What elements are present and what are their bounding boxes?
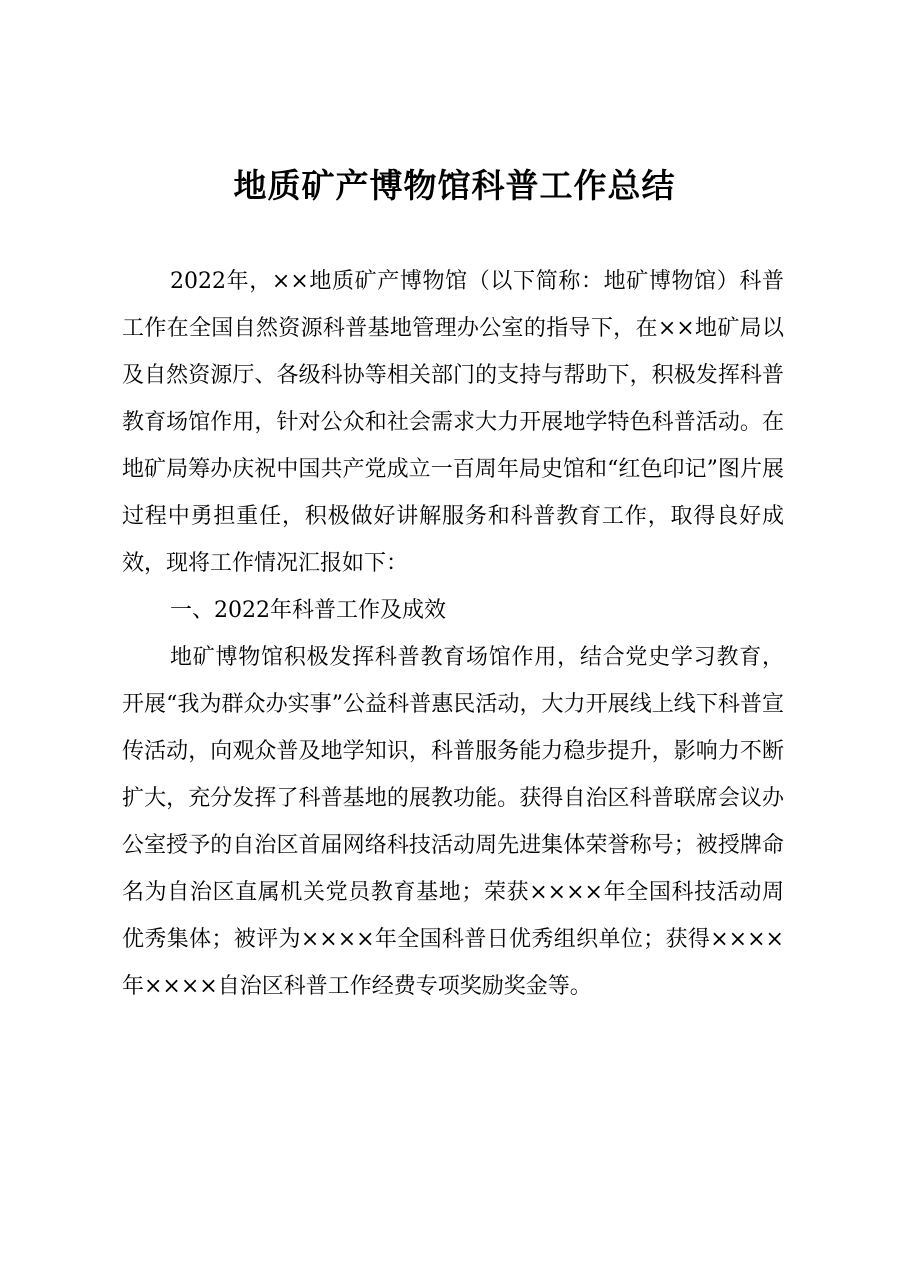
paragraph-achievements: 地矿博物馆积极发挥科普教育场馆作用，结合党史学习教育，开展“我为群众办实事”公益科普惠民活动，大力开展线上线下科普宣传活动，向观众普及地学知识，科普服务能力稳步提升，影响力不断扩大，充分发挥了科普基地的展教功能。获得自治区科普联席会议办公室授予的自治区首届网络科技活动周先进集体荣誉称号；被授牌命名为自治区直属机关党员教育基地；荣获××××年全国科技活动周优秀集体；被评为××××年全国科普日优秀组织单位；获得××××年××××自治区科普工作经费专项奖励奖金等。 [122,645,784,999]
section-heading: 一、2022年科普工作及成效 [170,598,446,623]
document-body [122,258,784,1010]
document-title: 地质矿产博物馆科普工作总结 [233,166,676,205]
paragraph-intro: 2022年，××地质矿产博物馆（以下简称：地矿博物馆）科普工作在全国自然资源科普基地管理办公室的指导下，在××地矿局以及自然资源厅、各级科协等相关部门的支持与帮助下，积极发挥科普教育场馆作用，针对公众和社会需求大力开展地学特色科普活动。在地矿局筹办庆祝中国共产党成立一百周年局史馆和“红色印记”图片展过程中勇担重任，积极做好讲解服务和科普教育工作，取得良好成效，现将工作情况汇报如下： [122,269,784,576]
